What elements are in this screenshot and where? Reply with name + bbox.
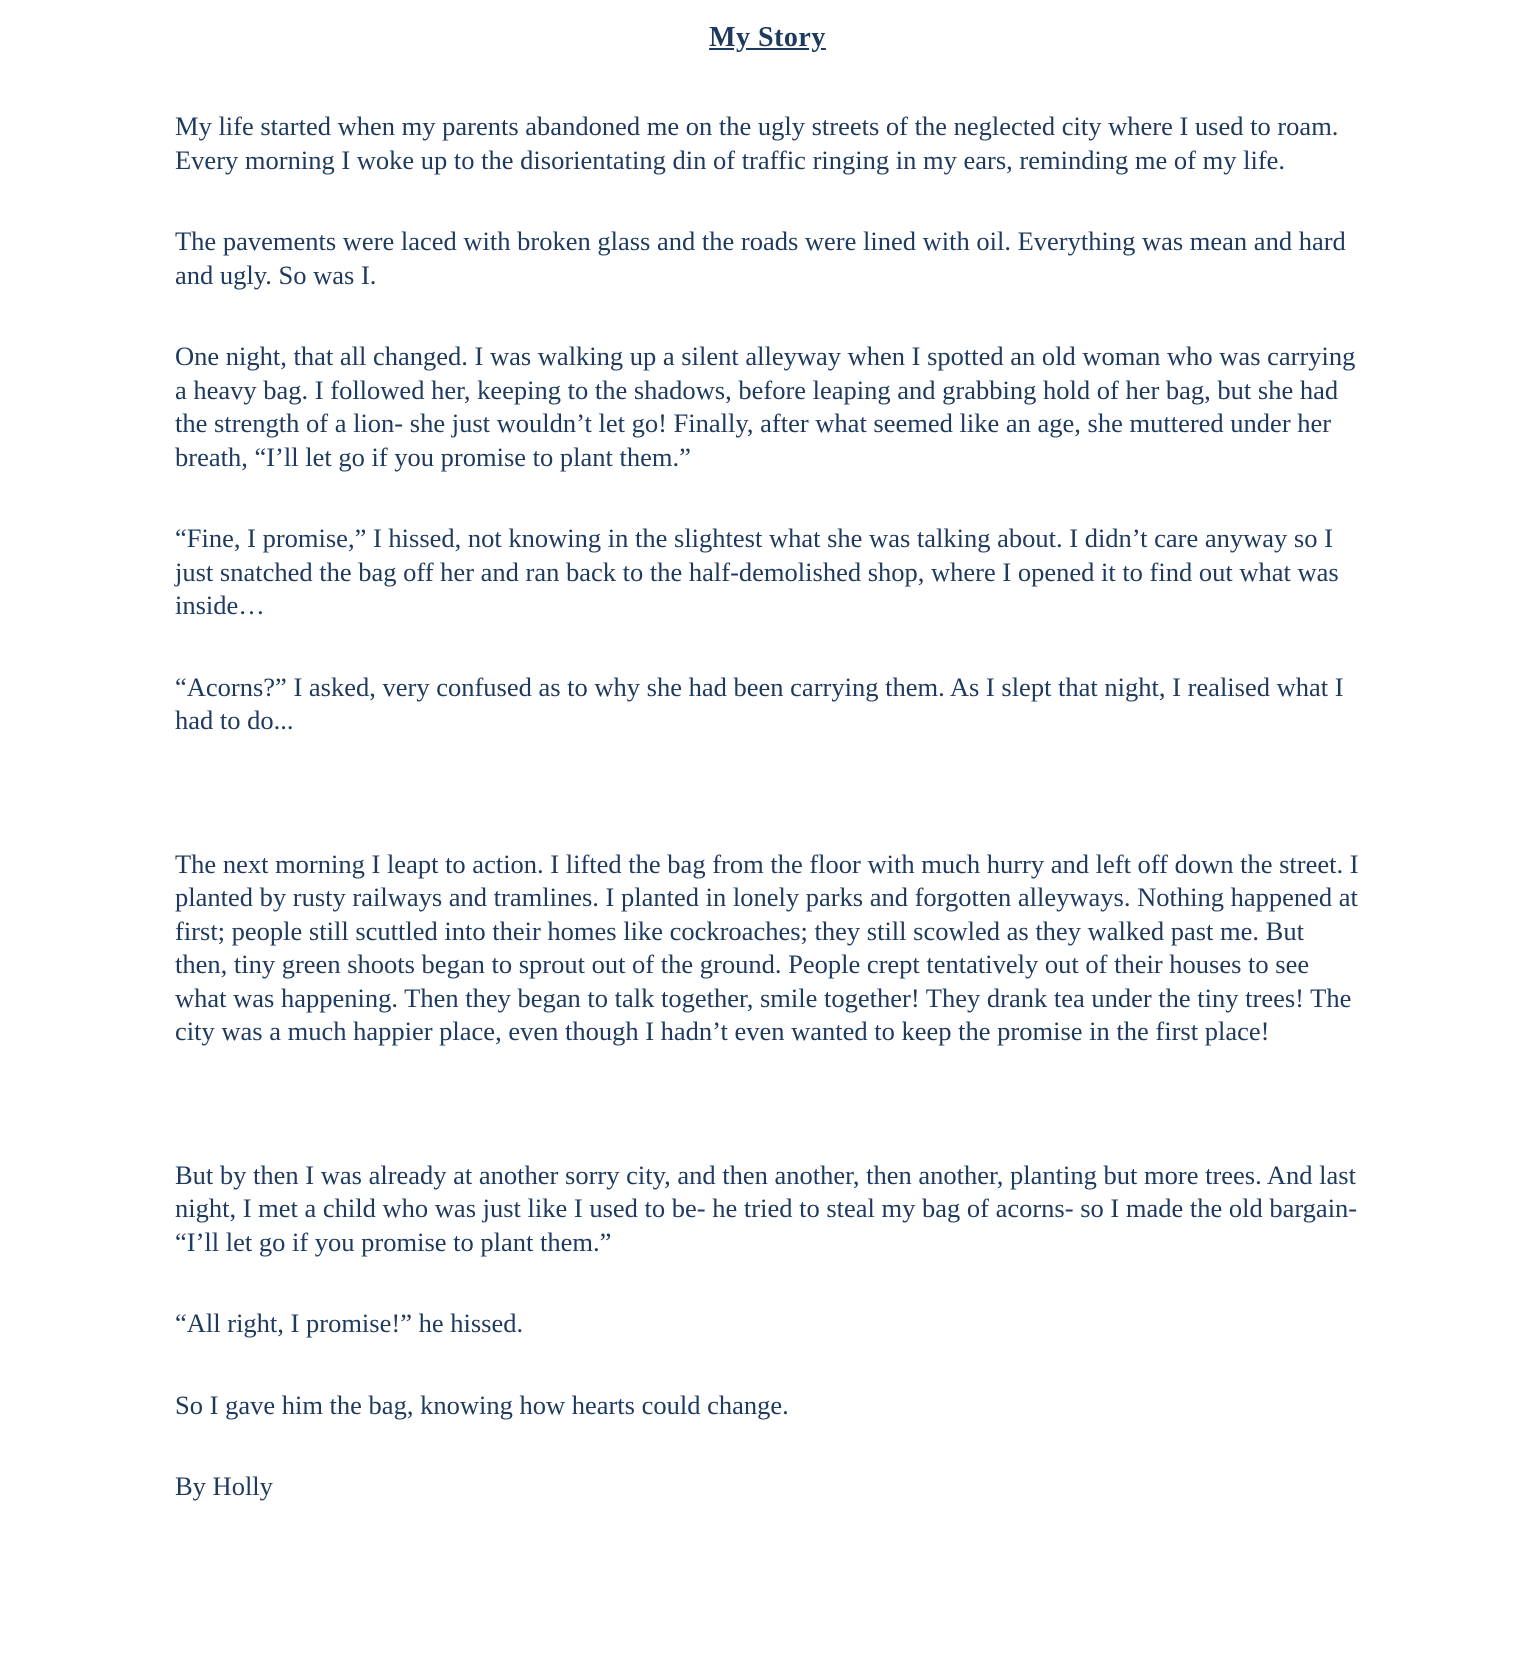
story-paragraph: My life started when my parents abandoned me on the ugly streets of the neglected city where I used to roam. Every morning I woke up to the disorientating din of traffic ringing in my ears, reminding me of my life. (175, 111, 1339, 175)
story-paragraph: But by then I was already at another sorry city, and then another, then another, planting but more trees. And last night, I met a child who was just like I used to be- he tried to steal my bag of acorns- so I made the old bargain- “I’ll let go if you promise to plant them.” (175, 1159, 1358, 1257)
story-paragraph: The next morning I leapt to action. I lifted the bag from the floor with much hurry and left off down the street. I planted by rusty railways and tramlines. I planted in lonely parks and forgotten alleyways. Nothing happened at first; people still scuttled into their homes like cockroaches; they still scowled as they walked past me. But then, tiny green shoots began to sprout out of the ground. People crept tentatively out of their houses to see what was happening. Then they began to talk together, smile together! They drank tea under the tiny trees! The city was a much happier place, even though I hadn’t even wanted to keep the promise in the first place! (175, 848, 1359, 1046)
story-paragraph: “All right, I promise!” he hissed. (175, 1308, 524, 1338)
story-paragraph: “Acorns?” I asked, very confused as to why she had been carrying them. As I slept that night, I realised what I had to do... (175, 671, 1344, 735)
story-body (175, 110, 1360, 1504)
story-paragraph: One night, that all changed. I was walking up a silent alleyway when I spotted an old woman who was carrying a heavy bag. I followed her, keeping to the shadows, before leaping and grabbing hold of her bag, but she had the strength of a lion- she just wouldn’t let go! Finally, after what seemed like an age, she muttered under her breath, “I’ll let go if you promise to plant them.” (175, 341, 1356, 472)
story-paragraph: The pavements were laced with broken glass and the roads were lined with oil. Everything was mean and hard and ugly. So was I. (175, 226, 1346, 290)
page-title: My Story (709, 22, 826, 53)
byline: By Holly (175, 1471, 273, 1501)
story-paragraph: So I gave him the bag, knowing how hearts could change. (175, 1389, 789, 1420)
story-paragraph: “Fine, I promise,” I hissed, not knowing in the slightest what she was talking about. I didn’t care anyway so I just snatched the bag off her and ran back to the half-demolished shop, where I opened it to find out what was inside… (175, 523, 1339, 620)
